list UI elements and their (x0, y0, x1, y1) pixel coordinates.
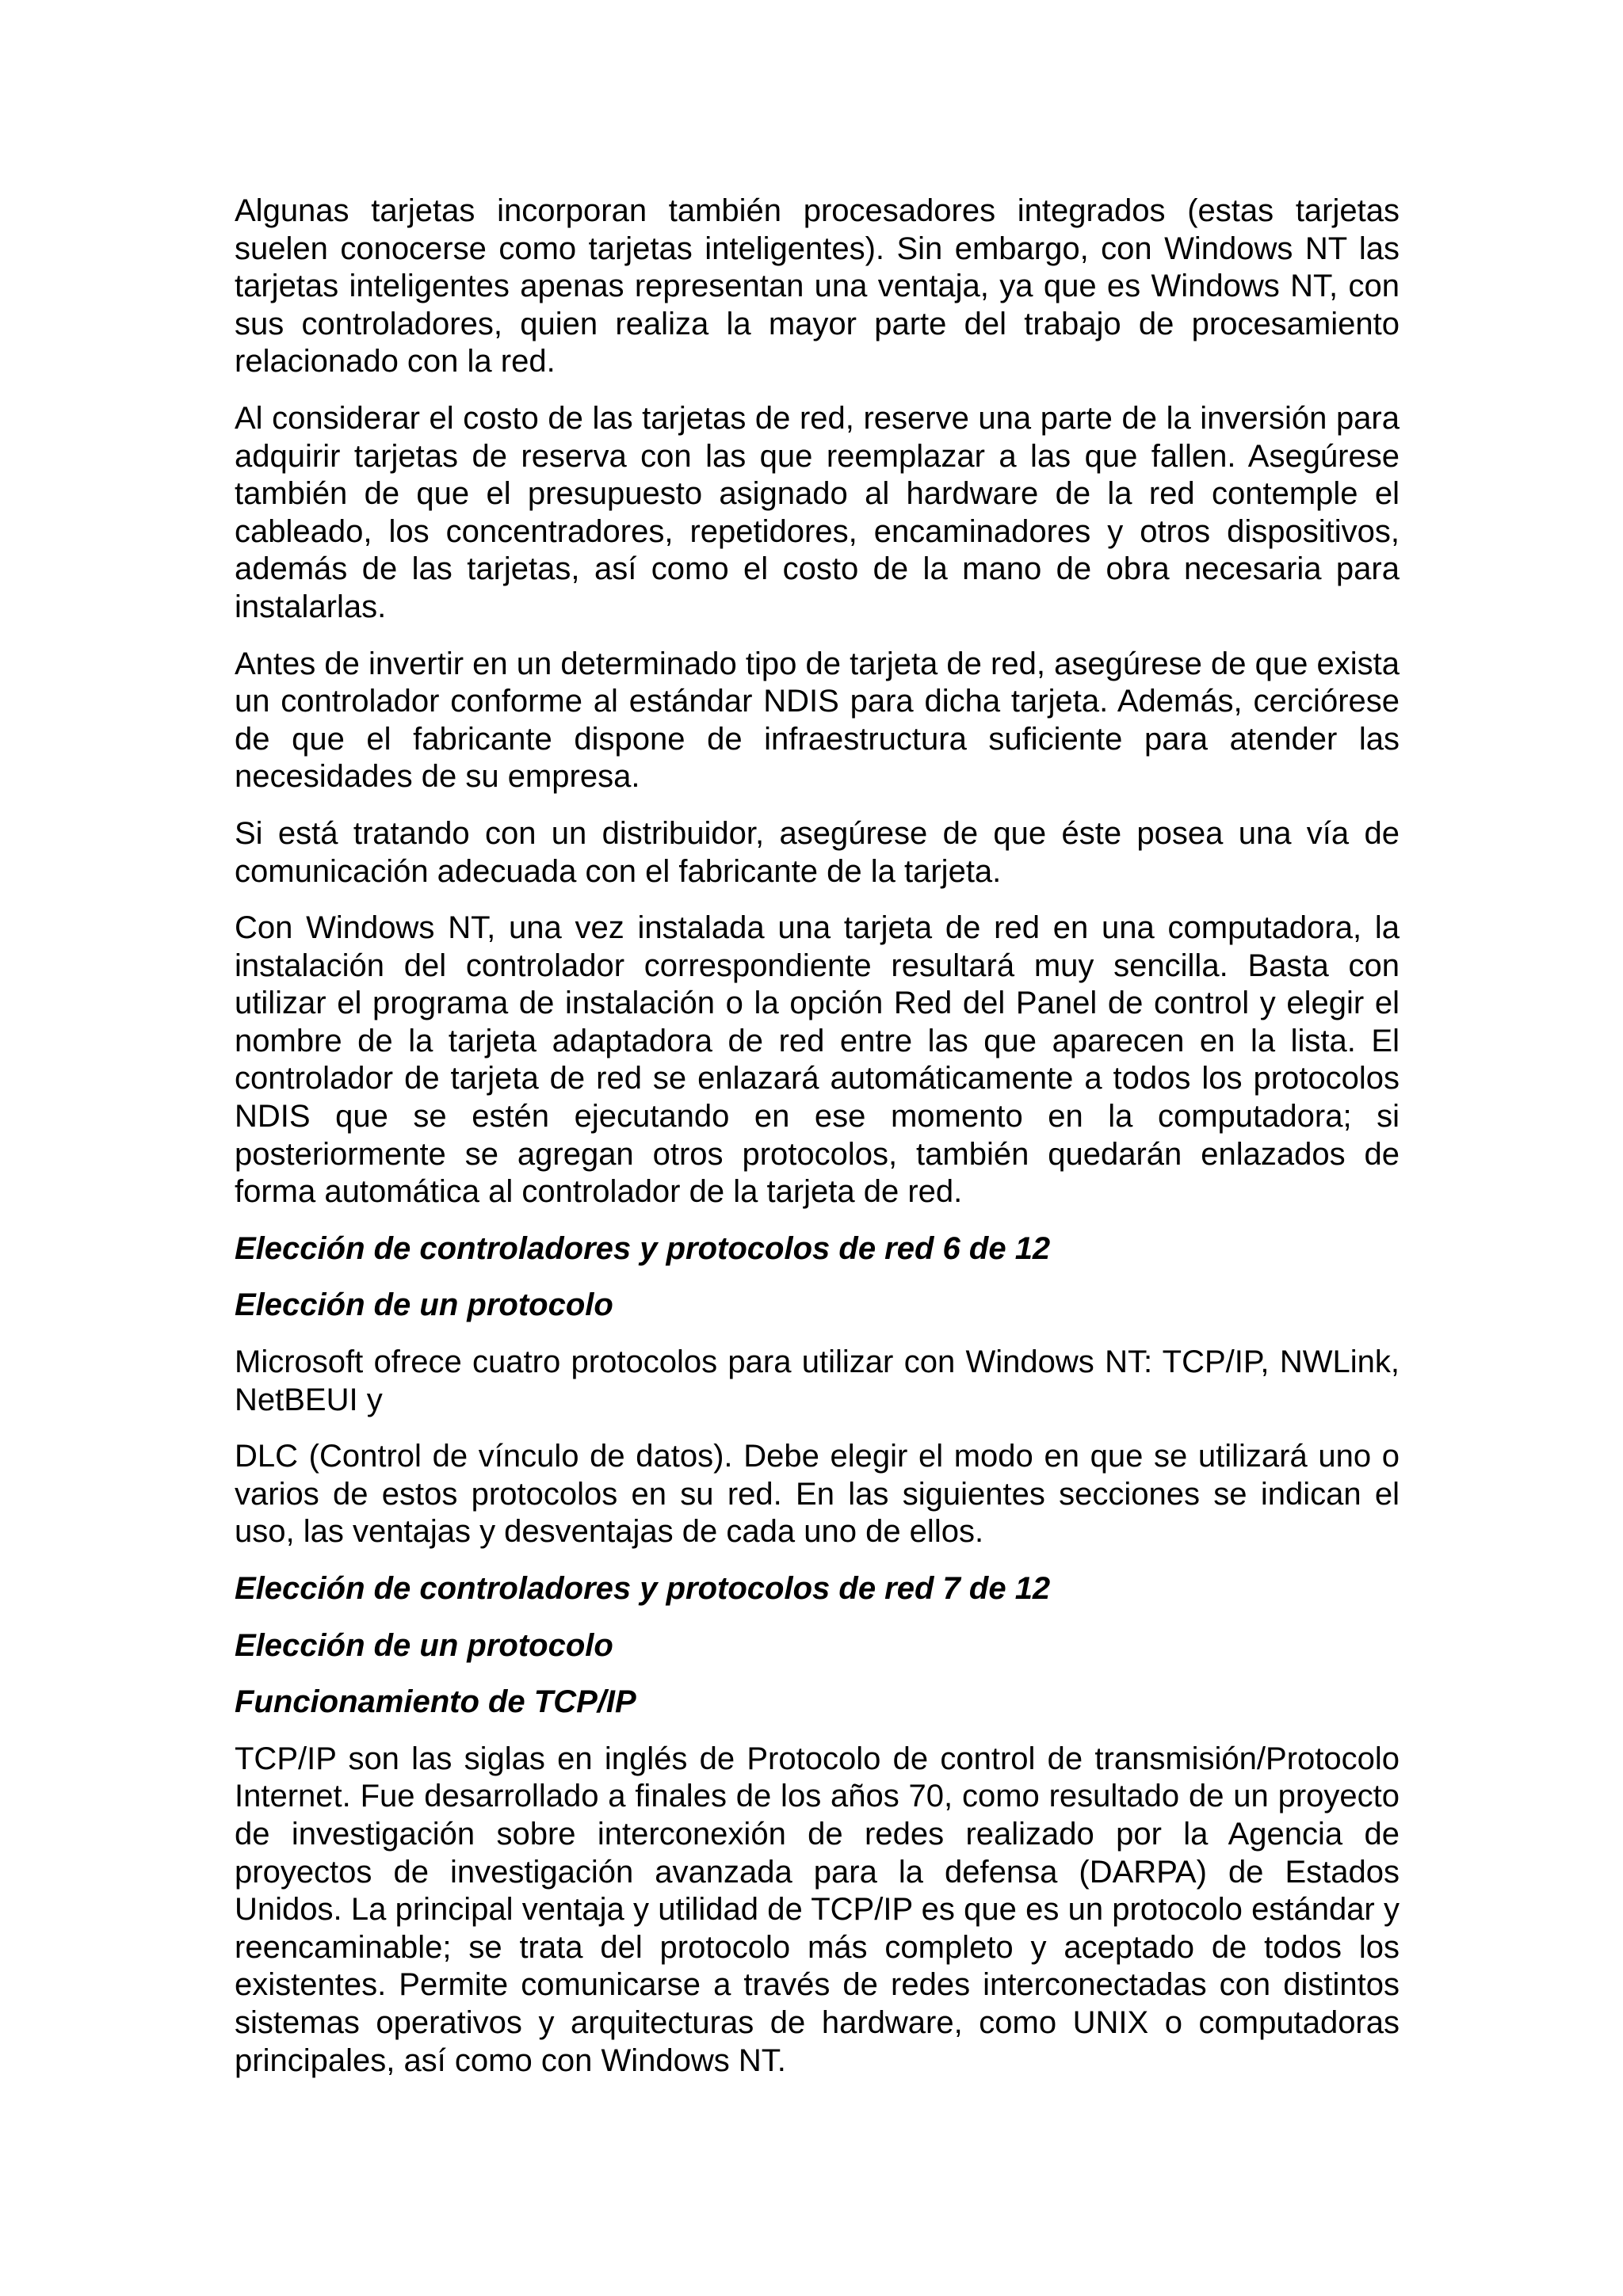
paragraph-dlc: DLC (Control de vínculo de datos). Debe elegir el modo en que se utilizará uno o varios de estos protocolos en su red. En las siguientes secciones se indican el uso, las ventajas y desventajas de cada uno de ellos. (235, 1439, 1400, 1550)
section-heading-7-of-12: Elección de controladores y protocolos de red 7 de 12 (235, 1571, 1051, 1606)
subsection-heading-choose-protocol-2: Elección de un protocolo (235, 1627, 613, 1663)
paragraph-distributor: Si está tratando con un distribuidor, asegúrese de que éste posea una vía de comunicación adecuada con el fabricante de la tarjeta. (235, 815, 1400, 889)
subsection-heading-tcpip: Funcionamiento de TCP/IP (235, 1684, 636, 1720)
paragraph-card-costs: Al considerar el costo de las tarjetas de red, reserve una parte de la inversión para adquirir tarjetas de reserva con las que reemplazar a las que fallen. Asegúrese también de que el presupuesto asignado al hardware de la red contemple el cableado, los concentradores, repetidores, encaminadores y otros dispositivos, además de las tarjetas, así como el costo de la mano de obra necesaria para instalarlas. (235, 400, 1400, 624)
section-heading-6-of-12: Elección de controladores y protocolos de red 6 de 12 (235, 1230, 1051, 1266)
paragraph-protocol-list: Microsoft ofrece cuatro protocolos para utilizar con Windows NT: TCP/IP, NWLink, NetBEUI y (235, 1344, 1400, 1417)
paragraph-tcpip: TCP/IP son las siglas en inglés de Protocolo de control de transmisión/Protocolo Internet. Fue desarrollado a finales de los años 70, como resultado de un proyecto de investigación sobre interconexión de redes realizado por la Agencia de proyectos de investigación avanzada para la defensa (DARPA) de Estados Unidos. La principal ventaja y utilidad de TCP/IP es que es un protocolo estándar y reencaminable; se trata del protocolo más completo y aceptado de todos los existentes. Permite comunicarse a través de redes interconectadas con distintos sistemas operativos y arquitecturas de hardware, como UNIX o computadoras principales, así como con Windows NT. (235, 1741, 1400, 2078)
paragraph-smart-cards: Algunas tarjetas incorporan también procesadores integrados (estas tarjetas suelen conocerse como tarjetas inteligentes). Sin embargo, con Windows NT las tarjetas inteligentes apenas representan una ventaja, ya que es Windows NT, con sus controladores, quien realiza la mayor parte del trabajo de procesamiento relacionado con la red. (235, 193, 1400, 379)
subsection-heading-choose-protocol: Elección de un protocolo (235, 1287, 613, 1323)
paragraph-ndis-driver: Antes de invertir en un determinado tipo de tarjeta de red, asegúrese de que exista un controlador conforme al estándar NDIS para dicha tarjeta. Además, cerciórese de que el fabricante dispone de infraestructura suficiente para atender las necesidades de su empresa. (235, 646, 1400, 795)
document-page (235, 193, 1400, 2099)
paragraph-driver-installation: Con Windows NT, una vez instalada una tarjeta de red en una computadora, la instalación del controlador correspondiente resultará muy sencilla. Basta con utilizar el programa de instalación o la opción Red del Panel de control y elegir el nombre de la tarjeta adaptadora de red entre las que aparecen en la lista. El controlador de tarjeta de red se enlazará automáticamente a todos los protocolos NDIS que se estén ejecutando en ese momento en la computadora; si posteriormente se agregan otros protocolos, también quedarán enlazados de forma automática al controlador de la tarjeta de red. (235, 910, 1400, 1210)
